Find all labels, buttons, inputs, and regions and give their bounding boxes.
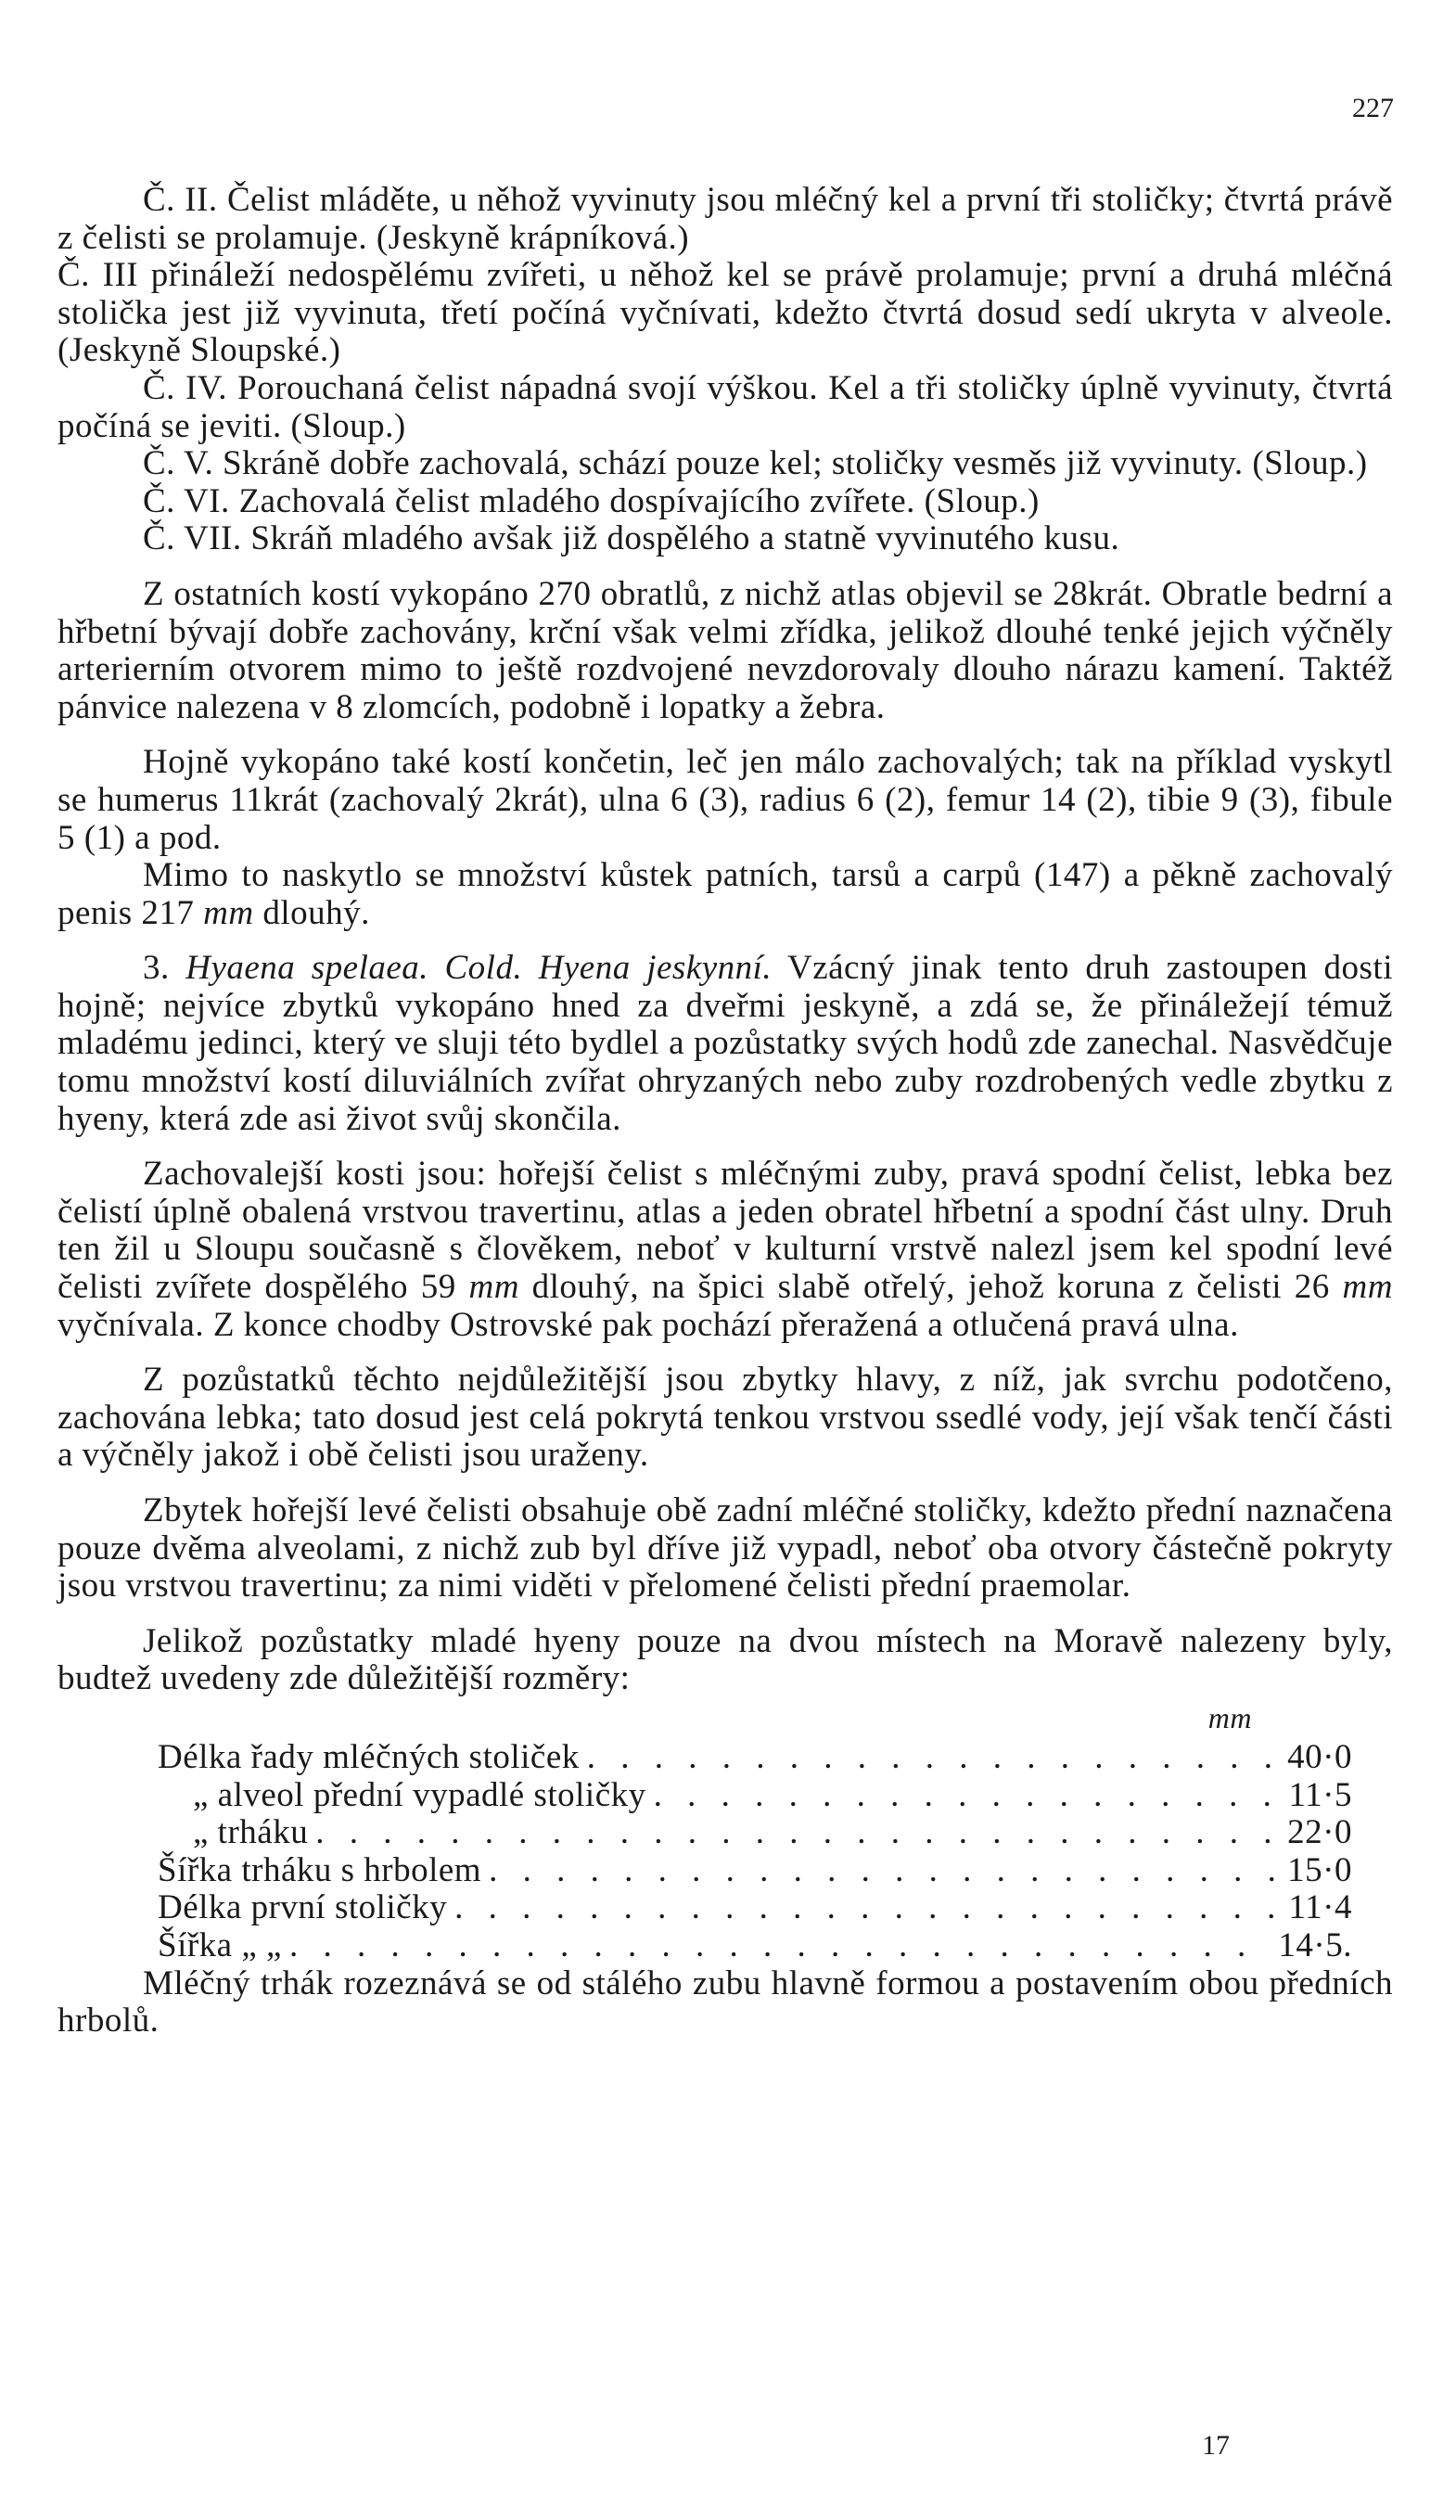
page-number: 227	[1352, 93, 1394, 123]
unit-mm: mm	[1342, 1268, 1393, 1307]
measurement-row	[158, 1852, 1352, 1890]
list-item	[57, 445, 1393, 483]
measurement-label: Délka řady mléčných stoliček	[158, 1737, 580, 1776]
measurement-row	[158, 1814, 1352, 1852]
unit-mm: mm	[203, 893, 254, 932]
measurement-label: Délka první stoličky	[158, 1888, 448, 1927]
measurement-value: 15·0	[1287, 1850, 1352, 1889]
text-run: Mimo to naskytlo se množství kůstek patních, tarsů a carpů (147) a pěkně zachovalý penis 217	[57, 856, 1393, 932]
list-item	[57, 483, 1393, 521]
measurement-row	[158, 1777, 1352, 1815]
species-name: Hyaena spelaea. Cold. Hyena jeskynní.	[185, 949, 773, 988]
text-run: dlouhý, na špici slabě otřelý, jehož koruna z čelisti 26	[531, 1268, 1330, 1307]
list-item	[57, 257, 1393, 370]
list-item	[57, 520, 1393, 558]
item-label: Č. III	[57, 256, 139, 295]
paragraph	[57, 857, 1393, 932]
page-body	[57, 182, 1393, 2040]
paragraph: Z ostatních kostí vykopáno 270 obratlů, z nichž atlas objevil se 28krát. Obratle bedrní a hřbetní bývají dobře zachovány, krční však velmi zřídka, jelikož dlouhé tenké jejich výčněly arterierním otvorem mimo to ještě rozdvojené nevzdorovaly dlouho nárazu kamení. Taktéž pánvice nalezena v 8 zlomcích, podobně i lopatky a žebra.	[57, 574, 1393, 726]
item-text: Porouchaná čelist nápadná svojí výškou. Kel a tři stoličky úplně vyvinuty, čtvrtá počíná se jeviti. (Sloup.)	[57, 368, 1393, 445]
item-label: Č. V.	[143, 444, 214, 483]
item-text: Skráně dobře zachovalá, schází pouze kel; stoličky vesměs již vyvinuty. (Sloup.)	[222, 444, 1368, 483]
measurement-label: Šířka trháku s hrbolem	[158, 1850, 482, 1889]
measurements-unit: mm	[1207, 1700, 1252, 1734]
measurement-value: 14·5.	[1278, 1925, 1352, 1964]
measurement-value: 22·0	[1287, 1813, 1352, 1852]
leader-dots	[447, 1889, 1281, 1927]
measurement-value: 40·0	[1287, 1737, 1352, 1776]
signature-mark: 17	[1202, 2430, 1230, 2461]
leader-dots	[580, 1739, 1280, 1777]
item-label: Č. IV.	[143, 368, 228, 407]
paragraph: Hojně vykopáno také kostí končetin, leč jen málo zachovalých; tak na příklad vyskytl se humerus 11krát (zachovalý 2krát), ulna 6 (3), radius 6 (2), femur 14 (2), tibie 9 (3), fibule 5 (1) a pod.	[57, 743, 1393, 857]
measurements-table	[57, 1739, 1393, 1965]
list-item	[57, 370, 1393, 445]
item-text: Skráň mladého avšak již dospělého a statně vyvinutého kusu.	[250, 519, 1120, 558]
paragraph: Jelikož pozůstatky mladé hyeny pouze na dvou místech na Moravě nalezeny byly, budtež uvedeny zde důležitější rozměry:	[57, 1621, 1393, 1698]
item-text: Čelist mláděte, u něhož vyvinuty jsou mléčný kel a první tři stoličky; čtvrtá právě z čelisti se prolamuje. (Jeskyně krápníková.)	[57, 181, 1393, 257]
paragraph: Z pozůstatků těchto nejdůležitější jsou zbytky hlavy, z níž, jak svrchu podotčeno, zachována lebka; tato dosud jest celá pokrytá tenkou vrstvou ssedlé vody, její však tenčí části a výčněly jakož i obě čelisti jsou uraženy.	[57, 1361, 1393, 1475]
text-run: Vzácný jinak tento druh zastoupen dosti hojně; nejvíce zbytků vykopáno hned za dveřmi jeskyně, a zdá se, že přináležejí témuž mladému jedinci, který ve sluji této bydlel a pozůstatky svých hodů zde zanechal. Nasvědčuje tomu množství kostí diluviálních zvířat ohryzaných nebo zuby rozdrobených vedle zbytku z hyeny, která zde asi život svůj skončila.	[57, 949, 1393, 1138]
text-run: vyčnívala. Z konce chodby Ostrovské pak pochází přeražená a otlučená pravá ulna.	[57, 1305, 1239, 1344]
measurement-row	[158, 1739, 1352, 1777]
measurement-label: „ alveol přední vypadlé stoličky	[193, 1775, 646, 1814]
measurement-row	[158, 1927, 1352, 1965]
item-label: Č. VII.	[143, 519, 242, 558]
measurement-label: „ trháku	[193, 1813, 309, 1852]
measurement-row	[158, 1889, 1352, 1927]
item-label: Č. VI.	[143, 481, 230, 520]
item-text: Zachovalá čelist mladého dospívajícího zvířete. (Sloup.)	[238, 481, 1040, 520]
paragraph	[57, 1156, 1393, 1344]
text-run: Zachovalejší kosti jsou: hořejší čelist s mléčnými zuby, pravá spodní čelist, lebka bez čelistí úplně obalená vrstvou travertinu, atlas a jeden obratel hřbetní a spodní část ulny. Druh ten žil u Sloupu současně s člověkem, neboť v kulturní vrstvě nalezl jsem kel spodní levé čelisti zvířete dospělého 59	[57, 1155, 1393, 1307]
text-run: dlouhý.	[262, 893, 370, 932]
paragraph: Zbytek hořejší levé čelisti obsahuje obě zadní mléčné stoličky, kdežto přední naznačena pouze dvěma alveolami, z nichž zub byl dříve již vypadl, neboť oba otvory částečně pokryty jsou vrstvou travertinu; za nimi viděti v přelomené čelisti přední praemolar.	[57, 1491, 1393, 1605]
paragraph: Mléčný trhák rozeznává se od stálého zubu hlavně formou a postavením obou předních hrbolů.	[57, 1964, 1393, 2040]
item-text: přináleží nedospělému zvířeti, u něhož kel se právě prolamuje; první a druhá mléčná stolička jest již vyvinuta, třetí počíná vyčnívati, kdežto čtvrtá dosud sedí ukryta v alveole. (Jeskyně Sloupské.)	[57, 256, 1393, 370]
leader-dots	[308, 1814, 1280, 1852]
unit-mm: mm	[468, 1268, 519, 1307]
species-paragraph	[57, 950, 1393, 1138]
measurement-value: 11·4	[1288, 1888, 1352, 1927]
measurement-label: Šířka „ „	[158, 1925, 282, 1964]
section-number: 3.	[143, 949, 170, 988]
item-label: Č. II.	[143, 181, 218, 219]
leader-dots	[282, 1927, 1271, 1965]
measurement-value: 11·5	[1288, 1775, 1352, 1814]
list-item	[57, 182, 1393, 257]
leader-dots	[646, 1777, 1282, 1815]
leader-dots	[481, 1852, 1280, 1890]
